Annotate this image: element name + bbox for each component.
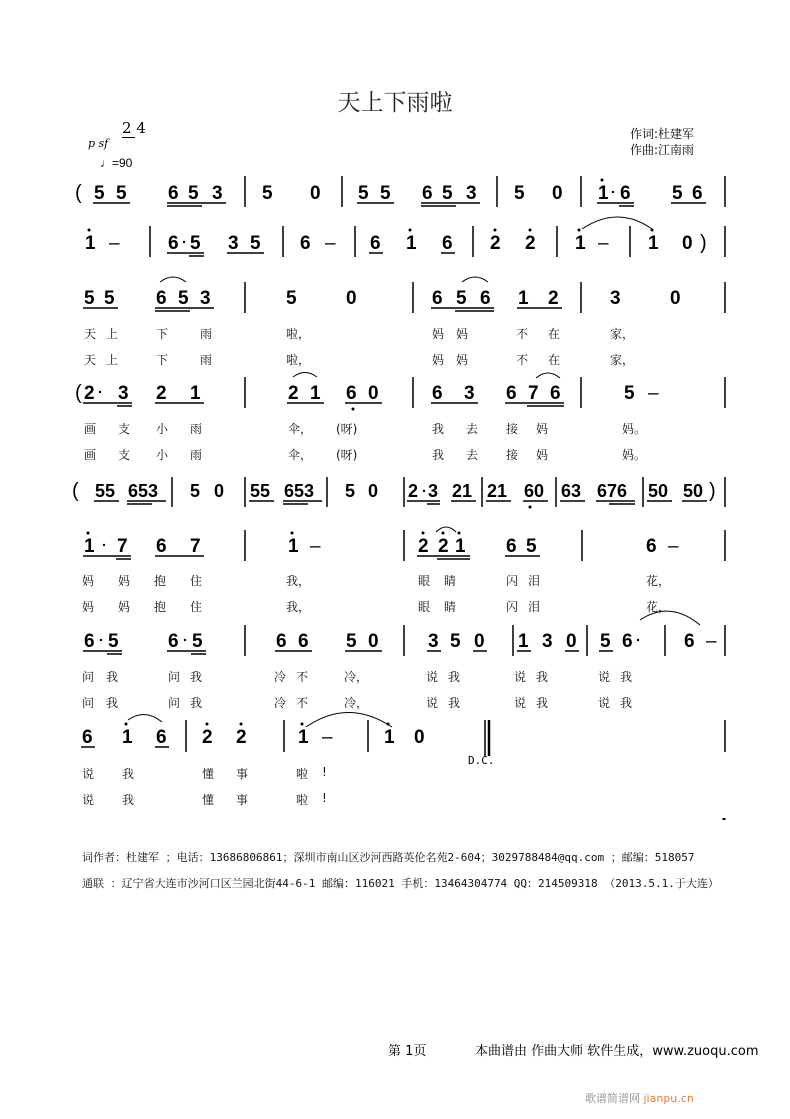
svg-text:5: 5: [672, 183, 683, 204]
svg-text:5: 5: [262, 183, 273, 204]
svg-text:0: 0: [474, 631, 485, 652]
svg-text:6: 6: [684, 631, 695, 652]
svg-text:6: 6: [480, 288, 491, 309]
svg-text:5: 5: [250, 233, 261, 254]
score-line-2: [85, 217, 725, 257]
svg-text:0: 0: [368, 481, 379, 501]
svg-text:60: 60: [524, 481, 545, 501]
svg-text:(: (: [75, 182, 82, 204]
svg-text:6: 6: [370, 233, 381, 254]
svg-text:676: 676: [597, 481, 628, 501]
svg-text:50: 50: [683, 481, 704, 501]
svg-text:0: 0: [670, 288, 681, 309]
time-signature: 2 4: [122, 119, 146, 137]
svg-text:5: 5: [345, 481, 356, 501]
svg-text:2: 2: [490, 233, 501, 254]
svg-text:5: 5: [190, 481, 201, 501]
svg-text:55: 55: [95, 481, 116, 501]
svg-text:1: 1: [298, 727, 309, 748]
svg-text:2: 2: [525, 233, 536, 254]
svg-text:1: 1: [310, 383, 321, 404]
svg-text:(: (: [72, 480, 79, 502]
svg-text:–: –: [109, 233, 120, 254]
svg-text:5: 5: [456, 288, 467, 309]
svg-text:5: 5: [526, 536, 537, 557]
svg-text:653: 653: [284, 481, 315, 501]
svg-text:2: 2: [418, 536, 429, 557]
svg-text:2: 2: [236, 727, 247, 748]
svg-text:6: 6: [620, 183, 631, 204]
svg-text:6: 6: [168, 183, 179, 204]
svg-text:7: 7: [528, 383, 539, 404]
svg-text:5: 5: [380, 183, 391, 204]
svg-text:21: 21: [487, 481, 508, 501]
svg-text:2: 2: [548, 288, 559, 309]
svg-text:6: 6: [442, 233, 453, 254]
svg-text:–: –: [322, 727, 333, 748]
score-line-5: [72, 477, 725, 509]
svg-text:5: 5: [190, 233, 201, 254]
score-line-1: [75, 176, 725, 207]
svg-text:5: 5: [108, 631, 119, 652]
svg-text:6: 6: [506, 383, 517, 404]
svg-text:6: 6: [276, 631, 287, 652]
generator-credit: 本曲谱由 作曲大师 软件生成，www.zuoqu.com: [475, 1044, 759, 1059]
svg-text:3: 3: [542, 631, 553, 652]
lyricist: 作词:杜建军: [630, 127, 695, 141]
svg-text:6: 6: [432, 383, 443, 404]
svg-text:5: 5: [442, 183, 453, 204]
svg-text:1: 1: [190, 383, 201, 404]
da-capo-mark: D.C.: [468, 754, 495, 767]
svg-text:3: 3: [428, 631, 439, 652]
svg-text:55: 55: [250, 481, 271, 501]
dynamics-mark: p sf: [88, 137, 109, 150]
svg-text:3: 3: [228, 233, 239, 254]
svg-text:1: 1: [384, 727, 395, 748]
svg-text:2: 2: [438, 536, 449, 557]
svg-text:1: 1: [455, 536, 466, 557]
watermark: 歌谱简谱网 jianpu.cn: [585, 1092, 694, 1105]
svg-text:6: 6: [346, 383, 357, 404]
svg-text:5: 5: [514, 183, 525, 204]
svg-text:5: 5: [116, 183, 127, 204]
correspondence-line: 通联 ：辽宁省大连市沙河口区兰园北街44-6-1 邮编：116021 手机：13464304774 QQ：214509318 （2013.5.1.于大连）: [82, 877, 719, 890]
page-number: 第 1页: [388, 1044, 427, 1059]
svg-text:(: (: [75, 382, 82, 404]
svg-text:6: 6: [692, 183, 703, 204]
svg-text:6: 6: [300, 233, 311, 254]
svg-text:0: 0: [368, 631, 379, 652]
svg-text:3: 3: [212, 183, 223, 204]
svg-text:6: 6: [84, 631, 95, 652]
svg-text:3: 3: [200, 288, 211, 309]
svg-text:1: 1: [85, 233, 96, 254]
svg-text:0: 0: [682, 233, 693, 254]
score-line-8: [81, 713, 725, 821]
svg-text:1: 1: [575, 233, 586, 254]
svg-text:0: 0: [368, 383, 379, 404]
svg-text:0: 0: [310, 183, 321, 204]
svg-text:7: 7: [117, 536, 128, 557]
svg-text:6: 6: [506, 536, 517, 557]
svg-text:3: 3: [610, 288, 621, 309]
svg-text:7: 7: [190, 536, 201, 557]
svg-text:6: 6: [156, 288, 167, 309]
svg-text:2: 2: [288, 383, 299, 404]
svg-text:2: 2: [84, 383, 95, 404]
svg-text:0: 0: [552, 183, 563, 204]
svg-text:6: 6: [622, 631, 633, 652]
svg-text:21: 21: [452, 481, 473, 501]
author-contact-line: 词作者：杜建军 ；电话：13686806861；深圳市南山区沙河西路英伦名苑2-604；3029788484@qq.com ；邮编：518057: [82, 851, 695, 864]
svg-text:1: 1: [598, 183, 609, 204]
svg-text:6: 6: [168, 631, 179, 652]
svg-text:6: 6: [422, 183, 433, 204]
svg-text:–: –: [310, 536, 321, 557]
svg-text:1: 1: [288, 536, 299, 557]
svg-text:5: 5: [450, 631, 461, 652]
svg-text:653: 653: [128, 481, 159, 501]
svg-text:1: 1: [122, 727, 133, 748]
svg-text:5: 5: [600, 631, 611, 652]
svg-text:2: 2: [156, 383, 167, 404]
svg-text:6: 6: [156, 536, 167, 557]
svg-text:6: 6: [168, 233, 179, 254]
svg-text:): ): [709, 480, 716, 502]
svg-text:1: 1: [518, 631, 529, 652]
score-line-4: [75, 373, 725, 411]
svg-text:2: 2: [408, 481, 419, 501]
svg-text:1: 1: [84, 536, 95, 557]
score-line-6: [83, 527, 725, 561]
svg-text:–: –: [648, 383, 659, 404]
svg-text:5: 5: [286, 288, 297, 309]
score-line-7: [83, 611, 725, 656]
svg-text:1: 1: [406, 233, 417, 254]
svg-text:5: 5: [624, 383, 635, 404]
svg-text:–: –: [598, 233, 609, 254]
svg-text:–: –: [325, 233, 336, 254]
svg-text:6: 6: [156, 727, 167, 748]
svg-text:63: 63: [561, 481, 582, 501]
svg-text:6: 6: [82, 727, 93, 748]
svg-text:–: –: [668, 536, 679, 557]
svg-text:3: 3: [464, 383, 475, 404]
svg-text:6: 6: [298, 631, 309, 652]
svg-text:5: 5: [84, 288, 95, 309]
svg-text:6: 6: [550, 383, 561, 404]
svg-text:2: 2: [202, 727, 213, 748]
tempo-bpm: ♩=90: [100, 156, 133, 170]
svg-text:0: 0: [214, 481, 225, 501]
svg-text:0: 0: [346, 288, 357, 309]
svg-text:5: 5: [192, 631, 203, 652]
svg-text:6: 6: [646, 536, 657, 557]
svg-text:5: 5: [346, 631, 357, 652]
svg-text:5: 5: [104, 288, 115, 309]
quarter-note-icon: ♩: [100, 156, 112, 170]
composer: 作曲:江南雨: [630, 143, 695, 157]
svg-text:0: 0: [414, 727, 425, 748]
svg-text:50: 50: [648, 481, 669, 501]
svg-text:5: 5: [358, 183, 369, 204]
svg-text:1: 1: [518, 288, 529, 309]
svg-text:5: 5: [178, 288, 189, 309]
svg-text:5: 5: [188, 183, 199, 204]
svg-text:5: 5: [94, 183, 105, 204]
svg-text:3: 3: [466, 183, 477, 204]
svg-text:1: 1: [648, 233, 659, 254]
svg-text:–: –: [706, 631, 717, 652]
svg-text:3: 3: [118, 383, 129, 404]
score-line-3: [83, 277, 725, 313]
svg-text:6: 6: [432, 288, 443, 309]
svg-text:0: 0: [566, 631, 577, 652]
svg-text:): ): [700, 232, 707, 254]
svg-text:3: 3: [428, 481, 439, 501]
page-title: 天上下雨啦: [337, 90, 453, 116]
